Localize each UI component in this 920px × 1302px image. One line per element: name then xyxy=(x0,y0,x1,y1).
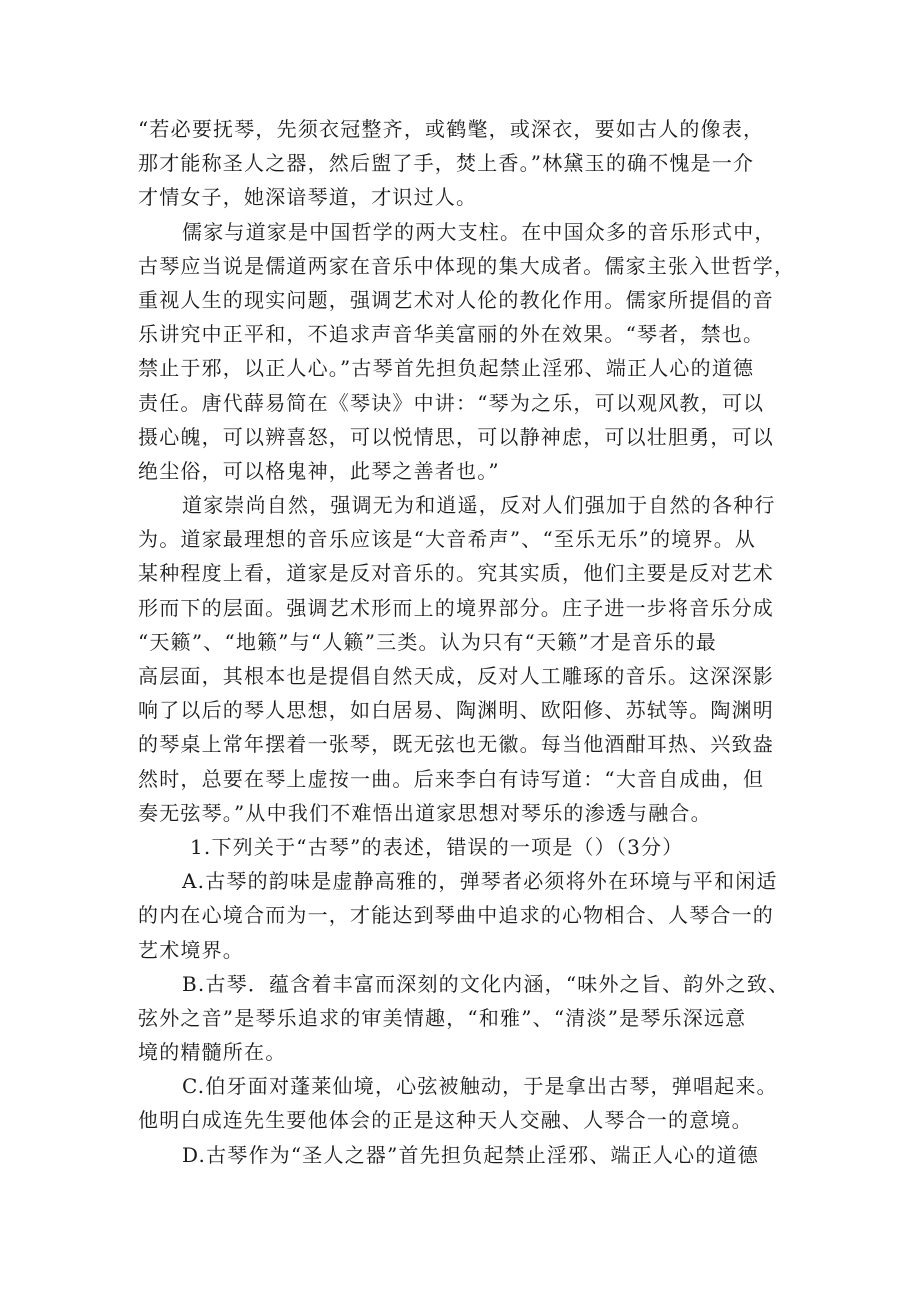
option-b-line-1: B.古琴．蕴含着丰富而深刻的文化内涵，“味外之旨、韵外之致、 xyxy=(182,971,790,996)
text-line-1: “若必要抚琴，先须衣冠整齐，或鹤氅，或深衣，要如古人的像表， xyxy=(138,117,765,141)
text-line-17: 高层面，其根本也是提倡自然天成，反对人工雕琢的音乐。这深深影 xyxy=(138,664,774,688)
option-a-line-1: A.古琴的韵味是虚静高雅的，弹琴者必须将外在环境与平和闲适 xyxy=(182,869,778,894)
option-c-line-1: C.伯牙面对蓬莱仙境，心弦被触动，于是拿出古琴，弹唱起来。 xyxy=(182,1074,778,1099)
text-line-3: 才情女子，她深谙琴道，才识过人。 xyxy=(138,185,478,210)
text-line-11: 绝尘俗，可以格鬼神，此琴之善者也。” xyxy=(138,458,500,483)
option-c-line-2: 他明白成连先生要他体会的正是这种天人交融、人琴合一的意境。 xyxy=(138,1108,753,1133)
option-b-line-3: 境的精髓所在。 xyxy=(138,1040,287,1065)
text-line-16: “天籁”、“地籁”与“人籁”三类。认为只有“天籁”才是音乐的最 xyxy=(138,629,717,654)
text-line-5: 古琴应当说是儒道两家在音乐中体现的集大成者。儒家主张入世哲学， xyxy=(138,253,796,278)
text-line-4: 儒家与道家是中国哲学的两大支柱。在中国众多的音乐形式中， xyxy=(182,219,776,244)
text-line-19: 的琴桌上常年摆着一张琴，既无弦也无徽。每当他酒酣耳热、兴致盎 xyxy=(138,732,774,757)
question-stem: 1.下列关于“古琴”的表述，错误的一项是（）（3分） xyxy=(190,834,684,859)
text-line-9: 责任。唐代薛易简在《琴诀》中讲：“琴为之乐，可以观风教，可以 xyxy=(138,390,765,415)
text-line-14: 某种程度上看，道家是反对音乐的。究其实质，他们主要是反对艺术 xyxy=(138,561,774,586)
option-a-line-3: 艺术境界。 xyxy=(138,937,244,962)
option-b-line-2: 弦外之音”是琴乐追求的审美情趣，“和雅”、“清淡”是琴乐深远意 xyxy=(138,1005,747,1030)
text-line-10: 摄心魄，可以辨喜怒，可以悦情思，可以静神虑，可以壮胆勇，可以 xyxy=(138,424,774,449)
text-line-13: 为。道家最理想的音乐应该是“大音希声”、“至乐无乐”的境界。从 xyxy=(138,527,757,552)
text-line-2: 那才能称圣人之器，然后盥了手，焚上香。”林黛玉的确不愧是一介 xyxy=(138,151,755,176)
text-line-12: 道家崇尚自然，强调无为和逍遥，反对人们强加于自然的各种行 xyxy=(182,493,776,518)
text-line-6: 重视人生的现实问题，强调艺术对人伦的教化作用。儒家所提倡的音 xyxy=(138,287,774,312)
document-page xyxy=(138,112,796,1172)
text-line-8: 禁止于邪，以正人心。”古琴首先担负起禁止淫邪、端正人心的道德 xyxy=(138,356,755,381)
text-line-7: 乐讲究中正平和，不追求声音华美富丽的外在效果。“琴者，禁也。 xyxy=(138,322,765,347)
text-line-21: 奏无弦琴。”从中我们不难悟出道家思想对琴乐的渗透与融合。 xyxy=(138,800,712,825)
text-line-15: 形而下的层面。强调艺术形而上的境界部分。庄子进一步将音乐分成 xyxy=(138,595,774,620)
text-line-18: 响了以后的琴人思想，如白居易、陶渊明、欧阳修、苏轼等。陶渊明 xyxy=(138,698,774,723)
option-a-line-2: 的内在心境合而为一，才能达到琴曲中追求的心物相合、人琴合一的 xyxy=(138,903,774,928)
text-line-20: 然时，总要在琴上虚按一曲。后来李白有诗写道：“大音自成曲，但 xyxy=(138,766,765,791)
option-d-line-1: D.古琴作为“圣人之器”首先担负起禁止淫邪、端正人心的道德 xyxy=(182,1142,759,1167)
